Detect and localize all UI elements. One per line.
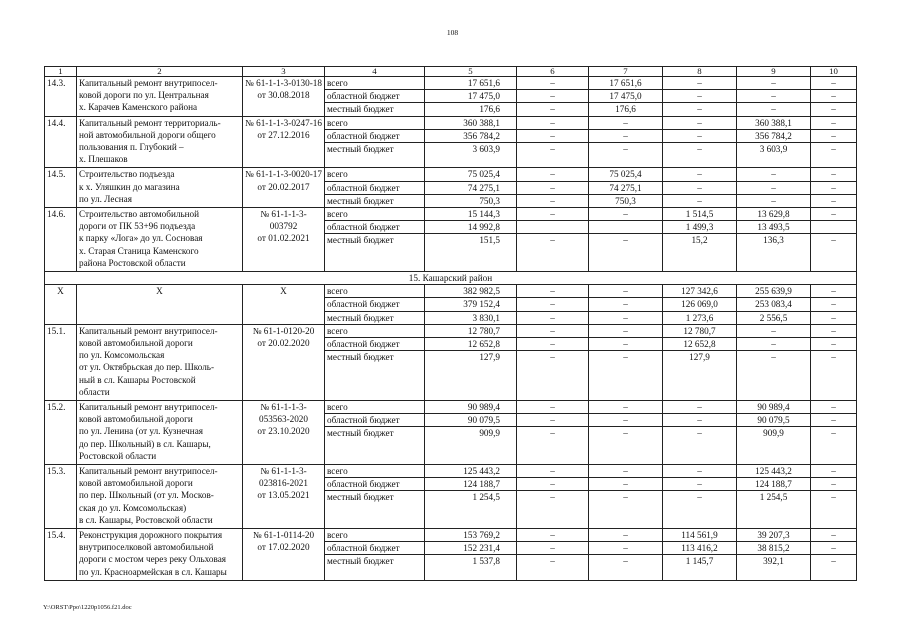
amount-col6: – [517, 491, 589, 529]
amount-col10: – [811, 401, 857, 414]
budget-type: всего [325, 324, 425, 337]
region-title: 15. Кашарский район [45, 272, 857, 285]
amount-col10: – [811, 491, 857, 529]
project-title [77, 465, 243, 529]
amount-col10 [811, 221, 857, 234]
amount-col7: – [589, 311, 663, 324]
document-reference-line: от 20.02.2017 [257, 181, 310, 192]
amount-col10: – [811, 103, 857, 116]
document-reference-line: от 23.10.2020 [257, 426, 310, 437]
amount-col9: – [737, 77, 811, 90]
item-number: 15.1. [45, 324, 77, 400]
budget-type: всего [325, 77, 425, 90]
amount-col10: – [811, 542, 857, 555]
budget-type: областной бюджет [325, 414, 425, 427]
page-number: 108 [446, 28, 459, 37]
budget-type: областной бюджет [325, 478, 425, 491]
col-header: 9 [737, 67, 811, 77]
item-number: 14.5. [45, 168, 77, 208]
budget-type: местный бюджет [325, 103, 425, 116]
col-header: 3 [243, 67, 325, 77]
amount-col10: – [811, 529, 857, 542]
amount-col9: 13 493,5 [737, 221, 811, 234]
document-reference-line: от 27.12.2016 [257, 129, 310, 140]
project-title-line: ковой дороги по ул. Центральная [79, 90, 209, 101]
amount-total: 127,9 [425, 351, 517, 401]
amount-col10: – [811, 311, 857, 324]
project-title-line: Реконструкция дорожного покрытия [79, 530, 223, 541]
project-title-line: Ростовской области [79, 450, 157, 461]
amount-col8: – [663, 465, 737, 478]
table-row [45, 116, 857, 129]
amount-col8: 127 342,6 [663, 285, 737, 298]
project-title-line: Капитальный ремонт внутрипосел- [79, 78, 218, 88]
budget-type: местный бюджет [325, 311, 425, 324]
amount-col10: – [811, 465, 857, 478]
project-title-line: от ул. Октябрьская до пер. Школь- [79, 362, 215, 373]
amount-col7: 17 651,6 [589, 77, 663, 90]
item-number: 14.3. [45, 77, 77, 117]
budget-type: местный бюджет [325, 427, 425, 465]
amount-col9: 13 629,8 [737, 208, 811, 221]
amount-col8: 1 514,5 [663, 208, 737, 221]
document-reference-line: 023816-2021 [259, 478, 308, 489]
project-title [77, 529, 243, 581]
project-title-line: ковой автомобильной дороги [79, 414, 193, 425]
amount-col9: 38 815,2 [737, 542, 811, 555]
amount-col6: – [517, 181, 589, 194]
project-title-line: по ул. Красноармейская в сл. Кашары [79, 566, 227, 577]
amount-col10: – [811, 298, 857, 311]
amount-total: 17 651,6 [425, 77, 517, 90]
amount-col9: 360 388,1 [737, 116, 811, 129]
project-title-line: Строительство автомобильной [79, 209, 200, 220]
amount-col7: – [589, 414, 663, 427]
amount-col7: – [589, 478, 663, 491]
amount-col9: – [737, 324, 811, 337]
budget-type: местный бюджет [325, 234, 425, 272]
amount-col8: 114 561,9 [663, 529, 737, 542]
amount-col6: – [517, 116, 589, 129]
project-title-line: Капитальный ремонт территориаль- [79, 117, 221, 128]
document-reference-line: от 30.08.2018 [257, 90, 310, 101]
amount-col7: 17 475,0 [589, 90, 663, 103]
project-title-line: по пер. Школьный (от ул. Москов- [79, 490, 214, 501]
project-title-line: в сл. Кашары, Ростовской области [79, 514, 213, 525]
amount-col6 [517, 221, 589, 234]
amount-col7: 75 025,4 [589, 168, 663, 181]
project-title-line: до пер. Школьный) в сл. Кашары, [79, 438, 211, 449]
project-title-line: по ул. Комсомольская [79, 350, 165, 361]
amount-col10: – [811, 427, 857, 465]
amount-total: 75 025,4 [425, 168, 517, 181]
project-title-line: по ул. Ленина (от ул. Кузнечная [79, 426, 204, 437]
amount-col7: – [589, 555, 663, 580]
amount-total: 151,5 [425, 234, 517, 272]
amount-total: 909,9 [425, 427, 517, 465]
amount-col8: 1 499,3 [663, 221, 737, 234]
amount-col6: – [517, 555, 589, 580]
amount-total: 12 780,7 [425, 324, 517, 337]
item-number: 15.4. [45, 529, 77, 581]
amount-col6: – [517, 103, 589, 116]
budget-type: местный бюджет [325, 555, 425, 580]
amount-col6: – [517, 168, 589, 181]
amount-col9: 392,1 [737, 555, 811, 580]
amount-col10: – [811, 324, 857, 337]
file-path-footer: Y:\ORST\Ppo\1220p1056.f21.doc [43, 604, 132, 611]
col-header: 1 [45, 67, 77, 77]
document-reference-line: от 01.02.2021 [257, 233, 310, 244]
amount-col6: – [517, 208, 589, 221]
budget-type: всего [325, 285, 425, 298]
document-reference [243, 116, 325, 168]
amount-col10: – [811, 194, 857, 207]
amount-col8: 1 145,7 [663, 555, 737, 580]
budget-type: местный бюджет [325, 143, 425, 168]
amount-col6: – [517, 465, 589, 478]
project-title-line: дороги от ПК 53+96 подъезда [79, 221, 196, 232]
amount-col7: – [589, 401, 663, 414]
amount-col10: – [811, 116, 857, 129]
table-row [45, 529, 857, 542]
table-row [45, 465, 857, 478]
amount-col9: 253 083,4 [737, 298, 811, 311]
amount-col9: 90 079,5 [737, 414, 811, 427]
project-title [77, 401, 243, 465]
project-title-line: к парку «Лога» до ул. Сосновая [79, 233, 203, 244]
amount-total: 1 537,8 [425, 555, 517, 580]
region-placeholder-x: Х [45, 285, 77, 325]
region-heading-row [45, 272, 857, 285]
project-title-line: х. Карачев Каменского района [79, 102, 198, 113]
document-reference-line: № 61-1-1-3-0130-18 [245, 78, 322, 88]
amount-col6: – [517, 285, 589, 298]
project-title-line: ной автомобильной дороги общего [79, 129, 216, 140]
document-reference [243, 324, 325, 400]
document-reference [243, 465, 325, 529]
amount-col9: – [737, 194, 811, 207]
document-reference-line: № 61-1-1-3- [260, 466, 307, 477]
amount-col7: – [589, 338, 663, 351]
table-row [45, 168, 857, 181]
table-row [45, 324, 857, 337]
amount-col7 [589, 221, 663, 234]
amount-col8: – [663, 143, 737, 168]
amount-col9: – [737, 338, 811, 351]
project-title-line: ковой автомобильной дороги [79, 478, 193, 489]
amount-total: 176,6 [425, 103, 517, 116]
amount-col7: – [589, 351, 663, 401]
project-title [77, 324, 243, 400]
col-header: 10 [811, 67, 857, 77]
table-row [45, 208, 857, 221]
project-title-line: Строительство подъезда [79, 169, 175, 180]
project-title-line: пользования п. Глубокий – [79, 142, 184, 153]
amount-col9: – [737, 181, 811, 194]
amount-col6: – [517, 529, 589, 542]
amount-total: 379 152,4 [425, 298, 517, 311]
item-number: 15.2. [45, 401, 77, 465]
amount-col9: 136,3 [737, 234, 811, 272]
amount-col7: 74 275,1 [589, 181, 663, 194]
amount-col8: 12 780,7 [663, 324, 737, 337]
amount-col7: – [589, 116, 663, 129]
document-reference-line: № 61-1-1-3-0247-16 [245, 117, 322, 128]
budget-type: областной бюджет [325, 129, 425, 142]
project-title [77, 116, 243, 168]
amount-col10: – [811, 208, 857, 221]
table-row [45, 401, 857, 414]
amount-total: 153 769,2 [425, 529, 517, 542]
document-reference [243, 208, 325, 272]
amount-col10: – [811, 234, 857, 272]
project-title-line: ный в сл. Кашары Ростовской [79, 374, 196, 385]
amount-col6: – [517, 77, 589, 90]
budget-type: местный бюджет [325, 194, 425, 207]
col-header: 6 [517, 67, 589, 77]
budget-type: всего [325, 401, 425, 414]
amount-total: 12 652,8 [425, 338, 517, 351]
amount-col7: – [589, 234, 663, 272]
amount-col6: – [517, 401, 589, 414]
amount-col8: – [663, 168, 737, 181]
amount-col10: – [811, 129, 857, 142]
amount-col7: 176,6 [589, 103, 663, 116]
budget-type: областной бюджет [325, 338, 425, 351]
amount-total: 17 475,0 [425, 90, 517, 103]
document-reference [243, 168, 325, 208]
amount-col9: 39 207,3 [737, 529, 811, 542]
amount-col8: – [663, 478, 737, 491]
amount-col6: – [517, 311, 589, 324]
project-title-line: внутрипоселковой автомобильной [79, 542, 214, 553]
amount-col8: – [663, 427, 737, 465]
col-header: 2 [77, 67, 243, 77]
amount-col6: – [517, 194, 589, 207]
project-title-line: Капитальный ремонт внутрипосел- [79, 466, 218, 477]
amount-col6: – [517, 478, 589, 491]
budget-type: местный бюджет [325, 351, 425, 401]
amount-col6: – [517, 234, 589, 272]
amount-total: 74 275,1 [425, 181, 517, 194]
amount-col8: – [663, 129, 737, 142]
amount-col8: 15,2 [663, 234, 737, 272]
document-reference-line: № 61-1-1-3- [260, 402, 307, 413]
amount-col7: – [589, 465, 663, 478]
amount-col10: – [811, 338, 857, 351]
amount-col8: – [663, 103, 737, 116]
project-title-line: ская до ул. Комсомольская) [79, 502, 187, 513]
amount-col10: – [811, 90, 857, 103]
amount-col7: – [589, 427, 663, 465]
project-title-line: х. Плешаков [79, 154, 128, 165]
project-title-line: ковой автомобильной дороги [79, 338, 193, 349]
column-numbers-row [45, 67, 857, 77]
amount-col6: – [517, 90, 589, 103]
budget-type: всего [325, 465, 425, 478]
amount-col6: – [517, 143, 589, 168]
col-header: 7 [589, 67, 663, 77]
amount-col7: – [589, 529, 663, 542]
amount-col6: – [517, 351, 589, 401]
amount-col7: 750,3 [589, 194, 663, 207]
amount-total: 382 982,5 [425, 285, 517, 298]
amount-col10: – [811, 77, 857, 90]
region-placeholder-x: Х [243, 285, 325, 325]
project-title-line: к х. Уляшкин до магазина [79, 181, 180, 192]
document-reference-line: 003792 [269, 221, 298, 232]
document-reference [243, 529, 325, 581]
amount-col7: – [589, 542, 663, 555]
budget-type: областной бюджет [325, 542, 425, 555]
table-body [45, 67, 857, 581]
amount-col8: – [663, 414, 737, 427]
amount-total: 90 989,4 [425, 401, 517, 414]
budget-type: областной бюджет [325, 221, 425, 234]
amount-col7: – [589, 208, 663, 221]
budget-type: областной бюджет [325, 298, 425, 311]
project-title [77, 208, 243, 272]
project-title [77, 168, 243, 208]
amount-col9: 125 443,2 [737, 465, 811, 478]
item-number: 14.6. [45, 208, 77, 272]
amount-col6: – [517, 414, 589, 427]
amount-col10: – [811, 414, 857, 427]
project-title [77, 77, 243, 117]
project-title-line: х. Старая Станица Каменского [79, 245, 199, 256]
amount-col10: – [811, 555, 857, 580]
amount-total: 3 603,9 [425, 143, 517, 168]
budget-type: местный бюджет [325, 491, 425, 529]
amount-col10: – [811, 181, 857, 194]
amount-total: 360 388,1 [425, 116, 517, 129]
amount-total: 750,3 [425, 194, 517, 207]
document-reference-line: № 61-1-1-3-0020-17 [245, 169, 322, 180]
document-reference [243, 77, 325, 117]
col-header: 8 [663, 67, 737, 77]
amount-total: 90 079,5 [425, 414, 517, 427]
document-reference-line: № 61-1-0120-20 [252, 325, 315, 336]
table-row [45, 77, 857, 90]
amount-total: 125 443,2 [425, 465, 517, 478]
region-total-row [45, 285, 857, 298]
document-reference-line: от 17.02.2020 [257, 542, 310, 553]
amount-col9: – [737, 168, 811, 181]
amount-col6: – [517, 324, 589, 337]
amount-total: 356 784,2 [425, 129, 517, 142]
item-number: 14.4. [45, 116, 77, 168]
project-title-line: Капитальный ремонт внутрипосел- [79, 325, 218, 336]
budget-type: всего [325, 168, 425, 181]
project-title-line: по ул. Лесная [79, 193, 132, 204]
amount-col9: 356 784,2 [737, 129, 811, 142]
amount-col9: 3 603,9 [737, 143, 811, 168]
amount-col10: – [811, 351, 857, 401]
amount-col9: – [737, 351, 811, 401]
amount-col8: – [663, 90, 737, 103]
amount-col6: – [517, 129, 589, 142]
document-reference-line: № 61-1-1-3- [260, 209, 307, 220]
amount-col7: – [589, 324, 663, 337]
amount-col10: – [811, 143, 857, 168]
amount-col8: – [663, 491, 737, 529]
document-reference [243, 401, 325, 465]
amount-col8: – [663, 194, 737, 207]
amount-col9: – [737, 90, 811, 103]
amount-col6: – [517, 542, 589, 555]
amount-col8: – [663, 77, 737, 90]
amount-col9: 2 556,5 [737, 311, 811, 324]
project-title-line: области [79, 386, 110, 397]
amount-col8: – [663, 401, 737, 414]
budget-type: всего [325, 208, 425, 221]
col-header: 4 [325, 67, 425, 77]
amount-total: 124 188,7 [425, 478, 517, 491]
amount-col8: 127,9 [663, 351, 737, 401]
amount-col8: 113 416,2 [663, 542, 737, 555]
amount-col9: 1 254,5 [737, 491, 811, 529]
budget-type: всего [325, 116, 425, 129]
project-title-line: района Ростовской области [79, 257, 186, 268]
budget-type: областной бюджет [325, 181, 425, 194]
document-reference-line: от 20.02.2020 [257, 338, 310, 349]
amount-col10: – [811, 285, 857, 298]
col-header: 5 [425, 67, 517, 77]
item-number: 15.3. [45, 465, 77, 529]
amount-col6: – [517, 427, 589, 465]
amount-col9: 90 989,4 [737, 401, 811, 414]
amount-col8: – [663, 116, 737, 129]
amount-col6: – [517, 338, 589, 351]
amount-col9: 255 639,9 [737, 285, 811, 298]
amount-col7: – [589, 298, 663, 311]
amount-col9: – [737, 103, 811, 116]
amount-col7: – [589, 285, 663, 298]
amount-total: 1 254,5 [425, 491, 517, 529]
document-reference-line: 053563-2020 [259, 414, 308, 425]
amount-col6: – [517, 298, 589, 311]
amount-col10: – [811, 478, 857, 491]
amount-total: 3 830,1 [425, 311, 517, 324]
amount-col7: – [589, 491, 663, 529]
amount-col9: 909,9 [737, 427, 811, 465]
amount-col8: 12 652,8 [663, 338, 737, 351]
project-title-line: Капитальный ремонт внутрипосел- [79, 402, 218, 413]
amount-total: 14 992,8 [425, 221, 517, 234]
amount-col10: – [811, 168, 857, 181]
amount-col8: 126 069,0 [663, 298, 737, 311]
amount-col8: 1 273,6 [663, 311, 737, 324]
budget-type: областной бюджет [325, 90, 425, 103]
amount-total: 15 144,3 [425, 208, 517, 221]
region-placeholder-x: Х [77, 285, 243, 325]
document-reference-line: № 61-1-0114-20 [252, 530, 315, 541]
project-title-line: дороги с мостом через реку Ольховая [79, 554, 227, 565]
document-reference-line: от 13.05.2021 [257, 490, 310, 501]
amount-col7: – [589, 129, 663, 142]
amount-col7: – [589, 143, 663, 168]
amount-col9: 124 188,7 [737, 478, 811, 491]
amount-col8: – [663, 181, 737, 194]
budget-type: всего [325, 529, 425, 542]
amount-total: 152 231,4 [425, 542, 517, 555]
budget-table [44, 66, 857, 581]
